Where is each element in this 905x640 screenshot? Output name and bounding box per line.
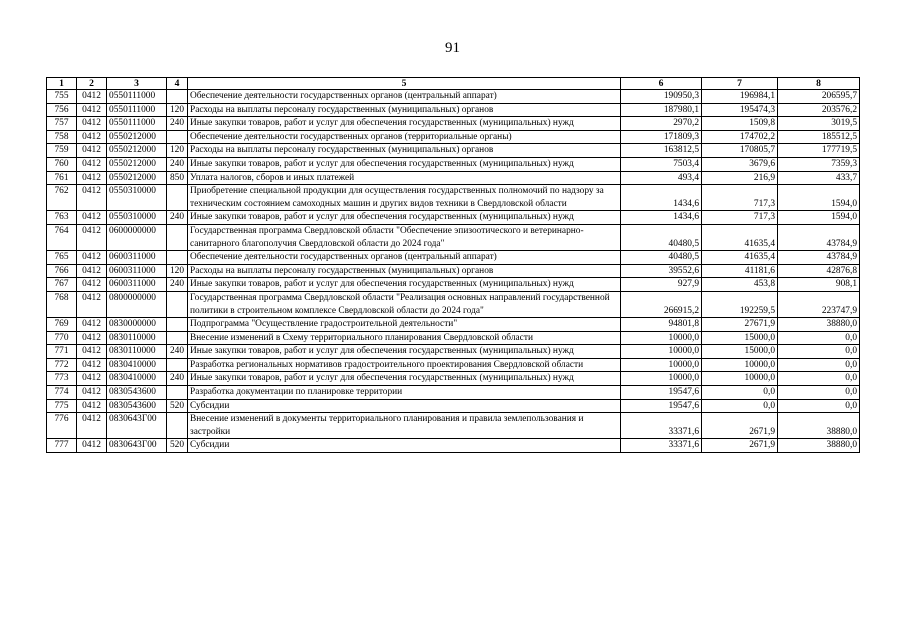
row-number: 771 <box>47 345 77 359</box>
amount-col-8: 43784,9 <box>778 251 860 265</box>
row-number: 763 <box>47 211 77 225</box>
table-row <box>47 439 860 453</box>
target-article-code: 0550111000 <box>107 90 167 104</box>
amount-col-7: 3679,6 <box>702 157 778 171</box>
amount-col-6: 163812,5 <box>621 144 702 158</box>
row-number: 761 <box>47 171 77 185</box>
target-article-code: 0830000000 <box>107 318 167 332</box>
amount-col-6: 266915,2 <box>621 291 702 317</box>
expense-type-code: 520 <box>167 399 188 413</box>
table-row <box>47 117 860 131</box>
amount-col-6: 493,4 <box>621 171 702 185</box>
expense-type-code: 240 <box>167 117 188 131</box>
section-code: 0412 <box>77 130 107 144</box>
target-article-code: 0830110000 <box>107 331 167 345</box>
amount-col-7: 10000,0 <box>702 372 778 386</box>
amount-col-7: 717,3 <box>702 185 778 211</box>
amount-col-7: 0,0 <box>702 399 778 413</box>
amount-col-8: 908,1 <box>778 278 860 292</box>
table-row <box>47 144 860 158</box>
expense-type-code <box>167 130 188 144</box>
section-code: 0412 <box>77 372 107 386</box>
header-cell: 1 <box>47 78 77 90</box>
target-article-code: 0550212000 <box>107 130 167 144</box>
header-cell: 8 <box>778 78 860 90</box>
target-article-code: 0550212000 <box>107 157 167 171</box>
target-article-code: 0830643Г00 <box>107 439 167 453</box>
table-row <box>47 264 860 278</box>
item-name: Приобретение специальной продукции для осуществления государственных полномочий по надзору за техническим состоянием самоходных машин и других видов техники в Свердловской области <box>188 185 621 211</box>
table-row <box>47 171 860 185</box>
item-name: Иные закупки товаров, работ и услуг для обеспечения государственных (муниципальных) нужд <box>188 345 621 359</box>
amount-col-8: 185512,5 <box>778 130 860 144</box>
amount-col-6: 94801,8 <box>621 318 702 332</box>
section-code: 0412 <box>77 278 107 292</box>
table-row <box>47 386 860 400</box>
item-name: Внесение изменений в Схему территориального планирования Свердловской области <box>188 331 621 345</box>
item-name: Государственная программа Свердловской области "Реализация основных направлений государственной политики в строительном комплексе Свердловской области до 2024 года" <box>188 291 621 317</box>
amount-col-8: 223747,9 <box>778 291 860 317</box>
amount-col-7: 453,8 <box>702 278 778 292</box>
amount-col-6: 10000,0 <box>621 331 702 345</box>
section-code: 0412 <box>77 251 107 265</box>
header-cell: 4 <box>167 78 188 90</box>
amount-col-7: 41181,6 <box>702 264 778 278</box>
amount-col-8: 203576,2 <box>778 103 860 117</box>
amount-col-7: 216,9 <box>702 171 778 185</box>
row-number: 757 <box>47 117 77 131</box>
amount-col-6: 33371,6 <box>621 439 702 453</box>
section-code: 0412 <box>77 171 107 185</box>
expense-type-code: 240 <box>167 372 188 386</box>
expense-type-code: 240 <box>167 157 188 171</box>
target-article-code: 0600311000 <box>107 278 167 292</box>
item-name: Субсидии <box>188 399 621 413</box>
section-code: 0412 <box>77 413 107 439</box>
target-article-code: 0830410000 <box>107 372 167 386</box>
amount-col-8: 3019,5 <box>778 117 860 131</box>
amount-col-8: 0,0 <box>778 386 860 400</box>
item-name: Обеспечение деятельности государственных органов (центральный аппарат) <box>188 90 621 104</box>
header-cell: 3 <box>107 78 167 90</box>
section-code: 0412 <box>77 386 107 400</box>
header-row <box>47 78 860 90</box>
section-code: 0412 <box>77 318 107 332</box>
expense-type-code: 120 <box>167 103 188 117</box>
amount-col-6: 10000,0 <box>621 372 702 386</box>
section-code: 0412 <box>77 103 107 117</box>
amount-col-7: 1509,8 <box>702 117 778 131</box>
target-article-code: 0830110000 <box>107 345 167 359</box>
item-name: Иные закупки товаров, работ и услуг для обеспечения государственных (муниципальных) нужд <box>188 117 621 131</box>
target-article-code: 0600311000 <box>107 251 167 265</box>
target-article-code: 0550111000 <box>107 103 167 117</box>
amount-col-7: 195474,3 <box>702 103 778 117</box>
amount-col-8: 42876,8 <box>778 264 860 278</box>
amount-col-8: 433,7 <box>778 171 860 185</box>
target-article-code: 0550310000 <box>107 211 167 225</box>
table-row <box>47 358 860 372</box>
amount-col-7: 15000,0 <box>702 331 778 345</box>
table-row <box>47 251 860 265</box>
amount-col-8: 0,0 <box>778 399 860 413</box>
amount-col-6: 39552,6 <box>621 264 702 278</box>
row-number: 773 <box>47 372 77 386</box>
table-body <box>47 90 860 453</box>
item-name: Подпрограмма "Осуществление градостроительной деятельности" <box>188 318 621 332</box>
row-number: 777 <box>47 439 77 453</box>
target-article-code: 0830543600 <box>107 399 167 413</box>
amount-col-7: 174702,2 <box>702 130 778 144</box>
amount-col-6: 40480,5 <box>621 251 702 265</box>
expense-type-code: 240 <box>167 278 188 292</box>
amount-col-8: 43784,9 <box>778 224 860 250</box>
expense-type-code: 240 <box>167 345 188 359</box>
target-article-code: 0550212000 <box>107 171 167 185</box>
item-name: Разработка региональных нормативов градостроительного проектирования Свердловской области <box>188 358 621 372</box>
item-name: Обеспечение деятельности государственных органов (центральный аппарат) <box>188 251 621 265</box>
expense-type-code: 120 <box>167 264 188 278</box>
section-code: 0412 <box>77 439 107 453</box>
target-article-code: 0550310000 <box>107 185 167 211</box>
row-number: 766 <box>47 264 77 278</box>
section-code: 0412 <box>77 358 107 372</box>
amount-col-8: 38880,0 <box>778 413 860 439</box>
target-article-code: 0600311000 <box>107 264 167 278</box>
amount-col-8: 1594,0 <box>778 211 860 225</box>
amount-col-7: 41635,4 <box>702 224 778 250</box>
table-row <box>47 278 860 292</box>
row-number: 776 <box>47 413 77 439</box>
amount-col-6: 2970,2 <box>621 117 702 131</box>
table-row <box>47 90 860 104</box>
expense-type-code <box>167 331 188 345</box>
item-name: Иные закупки товаров, работ и услуг для обеспечения государственных (муниципальных) нужд <box>188 278 621 292</box>
expense-type-code <box>167 224 188 250</box>
amount-col-6: 1434,6 <box>621 211 702 225</box>
item-name: Расходы на выплаты персоналу государственных (муниципальных) органов <box>188 144 621 158</box>
amount-col-7: 717,3 <box>702 211 778 225</box>
target-article-code: 0550111000 <box>107 117 167 131</box>
amount-col-7: 0,0 <box>702 386 778 400</box>
item-name: Субсидии <box>188 439 621 453</box>
target-article-code: 0550212000 <box>107 144 167 158</box>
item-name: Иные закупки товаров, работ и услуг для обеспечения государственных (муниципальных) нужд <box>188 211 621 225</box>
expense-type-code <box>167 291 188 317</box>
table-row <box>47 372 860 386</box>
table-row <box>47 103 860 117</box>
section-code: 0412 <box>77 144 107 158</box>
item-name: Обеспечение деятельности государственных органов (территориальные органы) <box>188 130 621 144</box>
row-number: 758 <box>47 130 77 144</box>
amount-col-8: 0,0 <box>778 372 860 386</box>
row-number: 762 <box>47 185 77 211</box>
amount-col-7: 27671,9 <box>702 318 778 332</box>
section-code: 0412 <box>77 211 107 225</box>
budget-table <box>46 77 860 453</box>
table-row <box>47 185 860 211</box>
target-article-code: 0830643Г00 <box>107 413 167 439</box>
amount-col-8: 206595,7 <box>778 90 860 104</box>
amount-col-8: 0,0 <box>778 358 860 372</box>
amount-col-6: 7503,4 <box>621 157 702 171</box>
amount-col-7: 41635,4 <box>702 251 778 265</box>
table-row <box>47 224 860 250</box>
amount-col-6: 40480,5 <box>621 224 702 250</box>
expense-type-code <box>167 413 188 439</box>
section-code: 0412 <box>77 399 107 413</box>
row-number: 756 <box>47 103 77 117</box>
item-name: Расходы на выплаты персоналу государственных (муниципальных) органов <box>188 103 621 117</box>
amount-col-6: 171809,3 <box>621 130 702 144</box>
amount-col-7: 10000,0 <box>702 358 778 372</box>
row-number: 770 <box>47 331 77 345</box>
amount-col-6: 10000,0 <box>621 345 702 359</box>
amount-col-6: 187980,1 <box>621 103 702 117</box>
item-name: Иные закупки товаров, работ и услуг для обеспечения государственных (муниципальных) нужд <box>188 372 621 386</box>
expense-type-code: 120 <box>167 144 188 158</box>
amount-col-6: 19547,6 <box>621 386 702 400</box>
amount-col-6: 10000,0 <box>621 358 702 372</box>
amount-col-8: 38880,0 <box>778 439 860 453</box>
amount-col-8: 7359,3 <box>778 157 860 171</box>
table-row <box>47 211 860 225</box>
section-code: 0412 <box>77 331 107 345</box>
row-number: 764 <box>47 224 77 250</box>
target-article-code: 0800000000 <box>107 291 167 317</box>
row-number: 765 <box>47 251 77 265</box>
expense-type-code <box>167 185 188 211</box>
section-code: 0412 <box>77 185 107 211</box>
amount-col-6: 190950,3 <box>621 90 702 104</box>
amount-col-8: 38880,0 <box>778 318 860 332</box>
amount-col-8: 1594,0 <box>778 185 860 211</box>
expense-type-code <box>167 90 188 104</box>
amount-col-7: 2671,9 <box>702 439 778 453</box>
item-name: Государственная программа Свердловской области "Обеспечение эпизоотического и ветеринарно-санитарного благополучия Свердловской области до 2024 года" <box>188 224 621 250</box>
row-number: 769 <box>47 318 77 332</box>
section-code: 0412 <box>77 224 107 250</box>
target-article-code: 0830543600 <box>107 386 167 400</box>
expense-type-code: 520 <box>167 439 188 453</box>
table-row <box>47 331 860 345</box>
amount-col-8: 0,0 <box>778 345 860 359</box>
target-article-code: 0830410000 <box>107 358 167 372</box>
section-code: 0412 <box>77 345 107 359</box>
row-number: 768 <box>47 291 77 317</box>
table-row <box>47 291 860 317</box>
section-code: 0412 <box>77 117 107 131</box>
item-name: Уплата налогов, сборов и иных платежей <box>188 171 621 185</box>
row-number: 774 <box>47 386 77 400</box>
header-cell: 7 <box>702 78 778 90</box>
amount-col-7: 2671,9 <box>702 413 778 439</box>
expense-type-code <box>167 358 188 372</box>
row-number: 755 <box>47 90 77 104</box>
row-number: 767 <box>47 278 77 292</box>
amount-col-6: 33371,6 <box>621 413 702 439</box>
row-number: 775 <box>47 399 77 413</box>
table-row <box>47 318 860 332</box>
section-code: 0412 <box>77 291 107 317</box>
section-code: 0412 <box>77 157 107 171</box>
amount-col-6: 19547,6 <box>621 399 702 413</box>
page-number: 91 <box>445 40 460 56</box>
expense-type-code <box>167 386 188 400</box>
section-code: 0412 <box>77 90 107 104</box>
amount-col-8: 177719,5 <box>778 144 860 158</box>
amount-col-8: 0,0 <box>778 331 860 345</box>
expense-type-code: 850 <box>167 171 188 185</box>
budget-table-container <box>46 77 859 453</box>
expense-type-code <box>167 251 188 265</box>
table-row <box>47 413 860 439</box>
row-number: 772 <box>47 358 77 372</box>
row-number: 759 <box>47 144 77 158</box>
row-number: 760 <box>47 157 77 171</box>
amount-col-7: 196984,1 <box>702 90 778 104</box>
item-name: Иные закупки товаров, работ и услуг для обеспечения государственных (муниципальных) нужд <box>188 157 621 171</box>
amount-col-7: 15000,0 <box>702 345 778 359</box>
expense-type-code <box>167 318 188 332</box>
amount-col-7: 170805,7 <box>702 144 778 158</box>
header-cell: 5 <box>188 78 621 90</box>
table-row <box>47 157 860 171</box>
table-row <box>47 345 860 359</box>
amount-col-6: 1434,6 <box>621 185 702 211</box>
table-row <box>47 399 860 413</box>
item-name: Разработка документации по планировке территории <box>188 386 621 400</box>
section-code: 0412 <box>77 264 107 278</box>
item-name: Внесение изменений в документы территориального планирования и правила землепользования и застройки <box>188 413 621 439</box>
expense-type-code: 240 <box>167 211 188 225</box>
header-cell: 2 <box>77 78 107 90</box>
amount-col-7: 192259,5 <box>702 291 778 317</box>
table-row <box>47 130 860 144</box>
header-cell: 6 <box>621 78 702 90</box>
item-name: Расходы на выплаты персоналу государственных (муниципальных) органов <box>188 264 621 278</box>
amount-col-6: 927,9 <box>621 278 702 292</box>
target-article-code: 0600000000 <box>107 224 167 250</box>
